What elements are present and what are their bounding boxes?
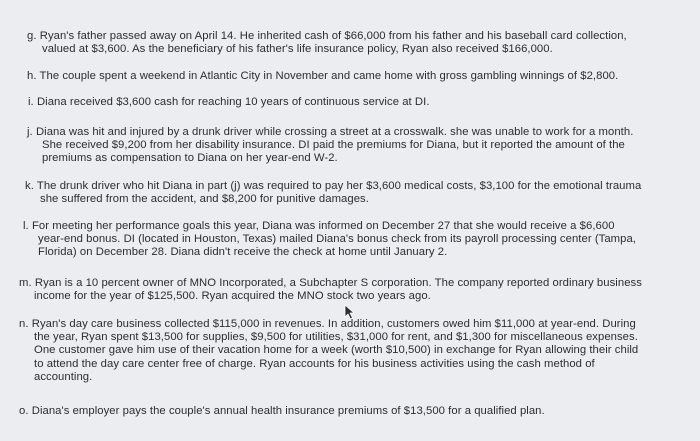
item-text: Ryan's day care business collected $115,000 in revenues. In addition, customers owed him $11,000 at year-end. During (31, 318, 636, 330)
item-l-line-3: Florida) on December 28. Diana didn't receive the check at home until January 2. (38, 246, 448, 259)
item-letter: o. (19, 405, 29, 417)
item-k (25, 180, 641, 206)
item-g (27, 30, 627, 56)
item-letter: k. (25, 180, 34, 192)
item-i-line-1 (28, 96, 430, 109)
item-letter: h. (27, 70, 37, 82)
item-n-line-3: One customer gave him use of their vacation home for a week (worth $10,500) in exchange for Ryan allowing their child (34, 344, 639, 357)
item-m-line-1 (19, 277, 642, 290)
item-i (28, 96, 430, 109)
item-o (19, 405, 545, 418)
item-j-line-3: premiums as compensation to Diana on her year-end W-2. (42, 152, 338, 165)
item-g-line-1 (27, 30, 627, 43)
item-letter: m. (19, 277, 32, 289)
item-l-line-1 (23, 220, 636, 233)
item-n-line-4: to attend the day care center free of charge. Ryan accounts for his business activities using the cash method of (34, 357, 595, 370)
item-j-line-2: She received $9,200 from her disability insurance. DI paid the premiums for Diana, but it reported the amount of the (42, 139, 625, 152)
item-text: Diana's employer pays the couple's annual health insurance premiums of $13,500 for a qualified plan. (31, 405, 545, 417)
item-letter: i. (28, 96, 34, 108)
item-n-line-5: accounting. (34, 370, 93, 383)
item-h (27, 70, 618, 83)
item-letter: l. (23, 220, 29, 232)
item-n-line-2: the year, Ryan spent $13,500 for supplies, $9,500 for utilities, $31,000 for rent, and $1,300 for miscellaneous expenses. (34, 331, 638, 344)
item-h-line-1 (27, 70, 618, 83)
item-j (27, 126, 633, 166)
item-text: For meeting her performance goals this year, Diana was informed on December 27 that she would receive a $6,600 (31, 220, 615, 232)
item-letter: n. (19, 318, 29, 330)
item-text: The drunk driver who hit Diana in part (j) was required to pay her $3,600 medical costs, $3,100 for the emotional trauma (36, 180, 642, 192)
item-j-line-1 (27, 126, 633, 139)
item-text: Diana received $3,600 cash for reaching 10 years of continuous service at DI. (36, 96, 430, 108)
item-m (19, 277, 642, 303)
item-n-line-1 (19, 318, 638, 331)
item-text: The couple spent a weekend in Atlantic City in November and came home with gross gambling winnings of $2,800. (39, 70, 619, 82)
item-letter: g. (27, 30, 37, 42)
item-l-line-2: year-end bonus. DI (located in Houston, Texas) mailed Diana's bonus check from its payroll processing center (Tampa, (38, 233, 636, 246)
item-o-line-1 (19, 405, 545, 418)
item-text: Diana was hit and injured by a drunk driver while crossing a street at a crosswalk. she was unable to work for a month. (35, 126, 634, 138)
item-n (19, 318, 638, 384)
item-text: Ryan's father passed away on April 14. He inherited cash of $66,000 from his father and his baseball card collection, (39, 30, 627, 42)
item-g-line-2: valued at $3,600. As the beneficiary of his father's life insurance policy, Ryan also received $166,000. (42, 43, 553, 56)
item-k-line-1 (25, 180, 641, 193)
item-m-line-2: income for the year of $125,500. Ryan acquired the MNO stock two years ago. (34, 290, 431, 303)
item-letter: j. (27, 126, 33, 138)
arrow-pointer-icon (344, 304, 356, 320)
item-l (23, 220, 636, 260)
item-text: Ryan is a 10 percent owner of MNO Incorporated, a Subchapter S corporation. The company reported ordinary business (34, 277, 642, 289)
item-k-line-2: she suffered from the accident, and $8,200 for punitive damages. (40, 193, 369, 206)
